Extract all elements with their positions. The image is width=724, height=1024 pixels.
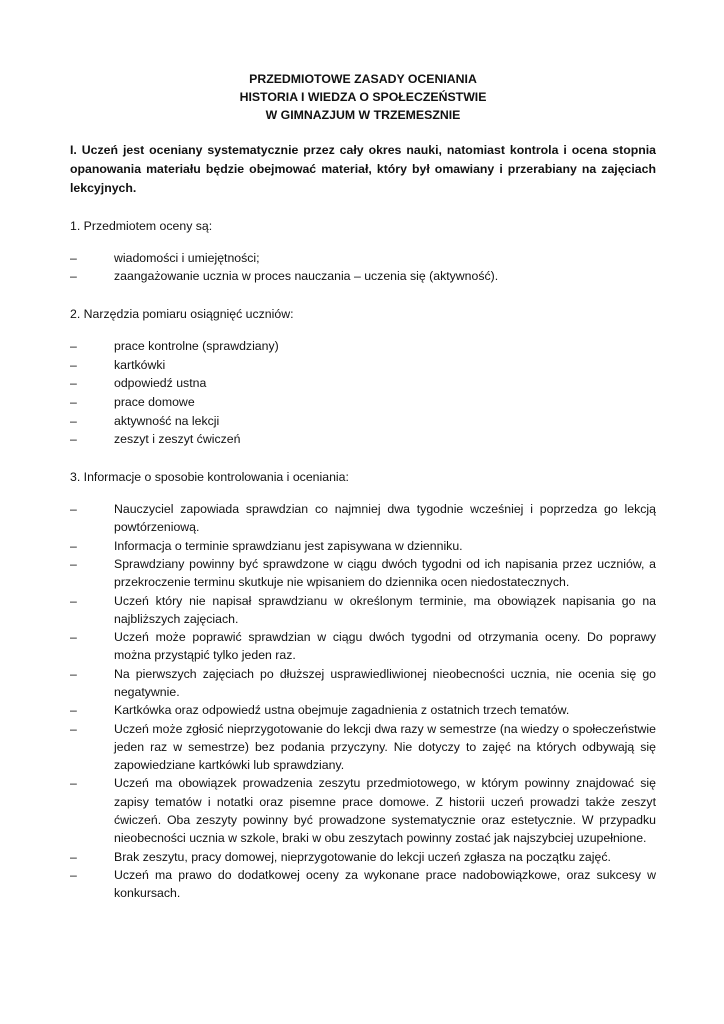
list-item	[70, 267, 656, 285]
title-line-1: PRZEDMIOTOWE ZASADY OCENIANIA	[249, 72, 477, 86]
dash-bullet: –	[70, 556, 77, 571]
list-item-text: Nauczyciel zapowiada sprawdzian co najmniej dwa tygodnie wcześniej i poprzedza go lekcją powtórzeniową.	[114, 502, 656, 535]
dash-bullet: –	[70, 413, 77, 428]
section-3-list	[70, 500, 656, 903]
list-item-text: Kartkówka oraz odpowiedź ustna obejmuje zagadnienia z ostatnich trzech tematów.	[114, 703, 570, 718]
dash-bullet: –	[70, 338, 77, 353]
dash-bullet: –	[70, 251, 77, 265]
list-item-text: zaangażowanie ucznia w proces nauczania – uczenia się (aktywność).	[114, 269, 499, 284]
list-item-text: Uczeń ma obowiązek prowadzenia zeszytu przedmiotowego, w którym powinny znajdować się zapisy tematów i notatki oraz pisemne prace domowe. Z historii uczeń prowadzi także zeszyt ćwiczeń. Oba zeszyty powinny być prowadzone systematycznie oraz estetycznie. W przypadku nieobecności ucznia w szkole, braki w obu zeszytach powinny zostać jak najszybciej uzupełnione.	[114, 776, 656, 846]
dash-bullet: –	[70, 502, 77, 517]
list-item-text: Uczeń ma prawo do dodatkowej oceny za wykonane prace nadobowiązkowe, oraz sukcesy w konkursach.	[114, 867, 656, 901]
list-item	[70, 500, 656, 537]
dash-bullet: –	[70, 376, 77, 391]
list-item-text: Uczeń który nie napisał sprawdzianu w określonym terminie, ma obowiązek napisania go na najbliższych zajęciach.	[114, 593, 656, 626]
dash-bullet: –	[70, 867, 77, 882]
dash-bullet: –	[70, 269, 77, 284]
list-item	[70, 628, 656, 665]
list-item-text: Uczeń może poprawić sprawdzian w ciągu dwóch tygodni od otrzymania oceny. Do poprawy można przystąpić tylko jeden raz.	[114, 630, 656, 663]
list-item-text: aktywność na lekcji	[114, 413, 220, 428]
dash-bullet: –	[70, 703, 77, 718]
dash-bullet: –	[70, 630, 77, 645]
list-item	[70, 249, 656, 267]
list-item-text: prace kontrolne (sprawdziany)	[114, 338, 279, 353]
list-item	[70, 720, 656, 775]
list-item	[70, 537, 656, 555]
section-3-heading: 3. Informacje o sposobie kontrolowania i oceniania:	[70, 470, 349, 485]
section-2-heading: 2. Narzędzia pomiaru osiągnięć uczniów:	[70, 306, 294, 321]
list-item	[70, 555, 656, 592]
intro-paragraph: I. Uczeń jest oceniany systematycznie przez cały okres nauki, natomiast kontrola i ocena stopnia opanowania materiału będzie obejmować materiał, który był omawiany i przerabiany na zajęciach lekcyjnych.	[70, 143, 656, 195]
list-item-text: Brak zeszytu, pracy domowej, nieprzygotowanie do lekcji uczeń zgłasza na początku zajęć.	[114, 849, 611, 864]
list-item	[70, 356, 656, 375]
dash-bullet: –	[70, 538, 77, 553]
list-item-text: zeszyt i zeszyt ćwiczeń	[114, 432, 241, 447]
list-item	[70, 592, 656, 629]
section-2-list	[70, 337, 656, 449]
dash-bullet: –	[70, 432, 77, 447]
document-title	[70, 70, 656, 124]
list-item-text: Uczeń może zgłosić nieprzygotowanie do lekcji dwa razy w semestrze (na wiedzy o społeczeństwie jeden raz w semestrze) bez podania przyczyny. Nie dotyczy to zajęć na których odbywają się zapowiedziane kartkówki lub sprawdziany.	[114, 721, 656, 773]
list-item	[70, 374, 656, 393]
title-line-3: W GIMNAZJUM W TRZEMESZNIE	[265, 108, 461, 122]
list-item	[70, 774, 656, 847]
dash-bullet: –	[70, 593, 77, 608]
list-item-text: Informacja o terminie sprawdzianu jest zapisywana w dzienniku.	[114, 538, 463, 553]
list-item-text: odpowiedź ustna	[114, 376, 207, 391]
dash-bullet: –	[70, 721, 77, 736]
dash-bullet: –	[70, 849, 77, 864]
list-item	[70, 393, 656, 412]
section-1-heading: 1. Przedmiotem oceny są:	[70, 219, 213, 233]
list-item-text: wiadomości i umiejętności;	[114, 251, 260, 265]
list-item	[70, 701, 656, 719]
dash-bullet: –	[70, 776, 77, 791]
list-item-text: kartkówki	[114, 357, 166, 372]
list-item	[70, 412, 656, 431]
dash-bullet: –	[70, 357, 77, 372]
title-line-2: HISTORIA I WIEDZA O SPOŁECZEŃSTWIE	[239, 90, 487, 104]
section-1-list	[70, 249, 656, 286]
list-item-text: prace domowe	[114, 394, 195, 409]
list-item	[70, 866, 656, 903]
list-item-text: Sprawdziany powinny być sprawdzone w ciągu dwóch tygodni od ich napisania przez uczniów, a przekroczenie terminu skutkuje nie wpisaniem do dziennika ocen niedostatecznych.	[114, 556, 656, 590]
list-item	[70, 665, 656, 702]
list-item	[70, 848, 656, 866]
list-item	[70, 337, 656, 356]
dash-bullet: –	[70, 666, 77, 681]
dash-bullet: –	[70, 394, 77, 409]
list-item	[70, 430, 656, 449]
list-item-text: Na pierwszych zajęciach po dłuższej usprawiedliwionej nieobecności ucznia, nie ocenia się go negatywnie.	[114, 666, 656, 699]
